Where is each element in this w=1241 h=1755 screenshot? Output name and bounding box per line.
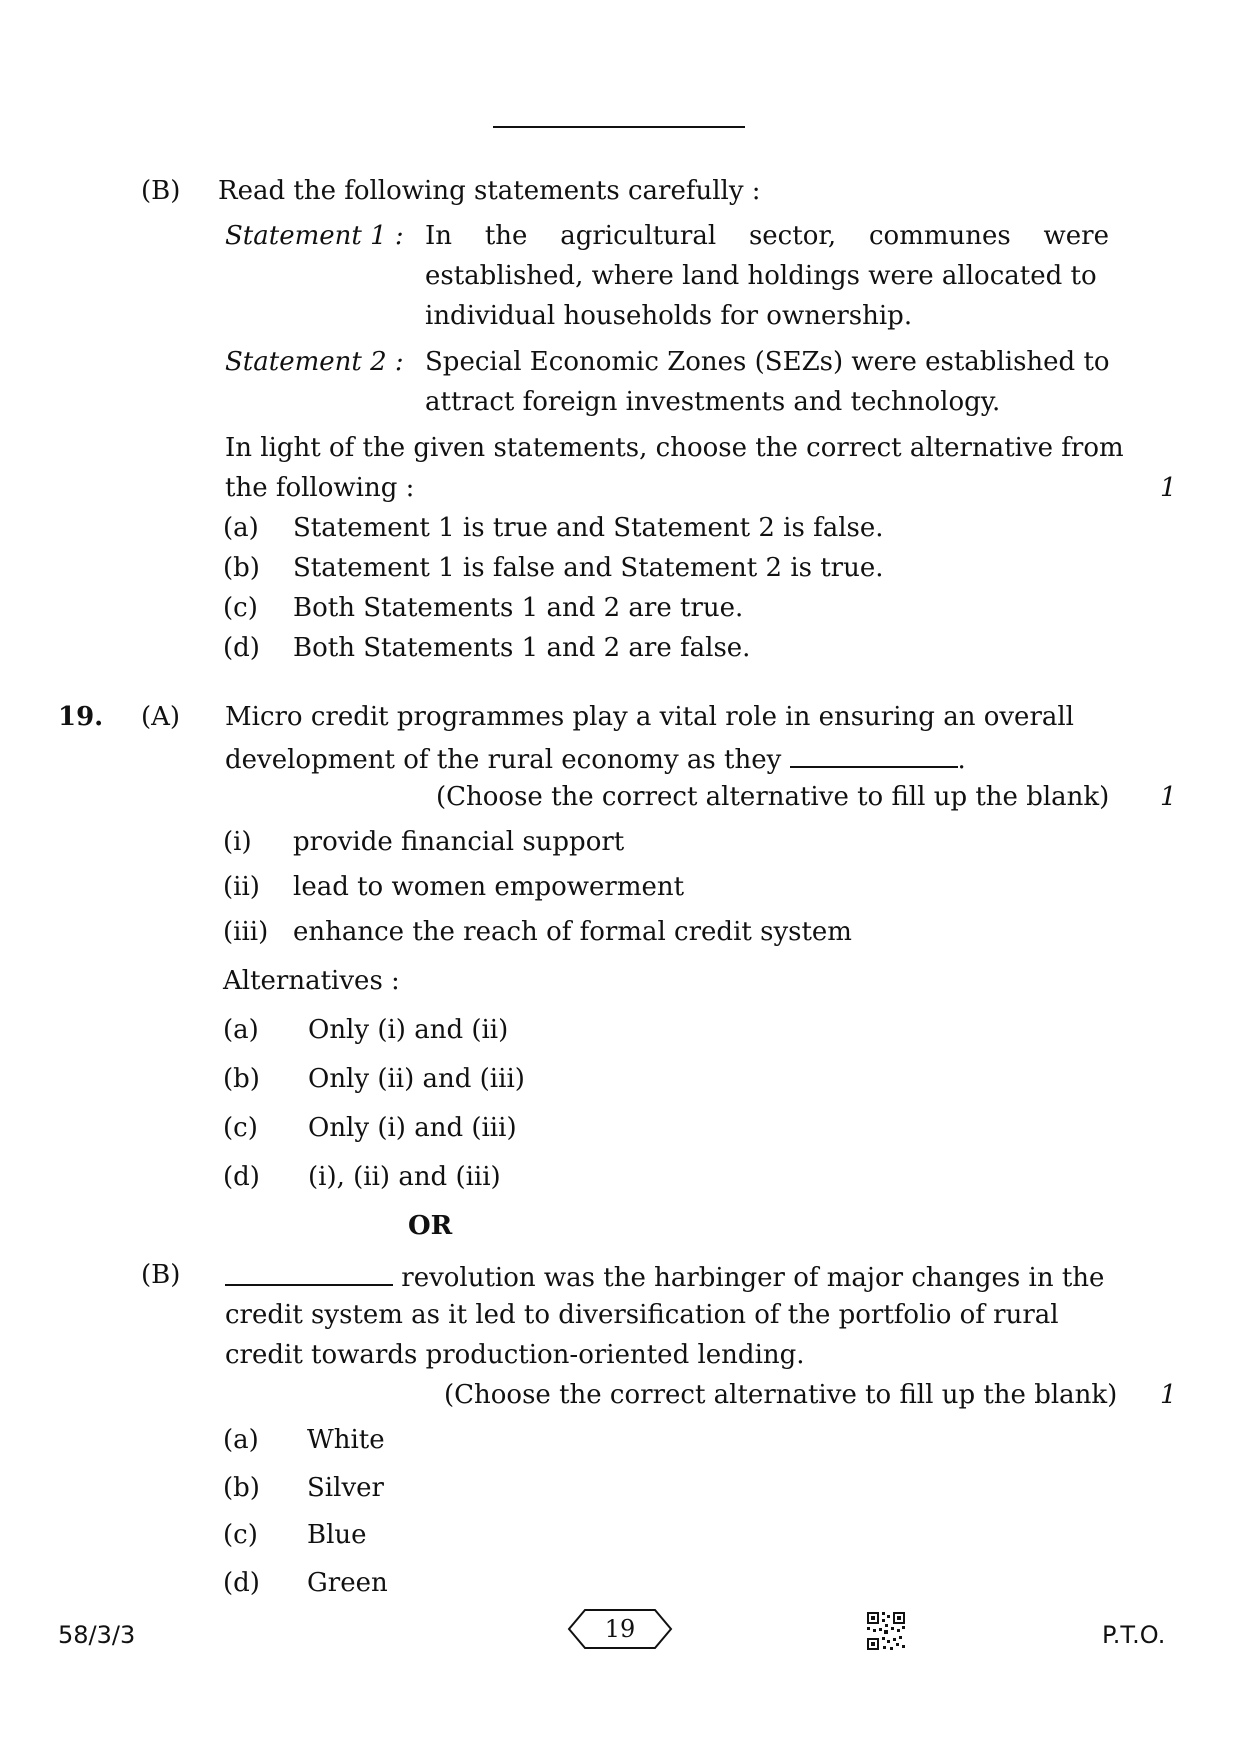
q19b-line1-text: revolution was the harbinger of major changes in the xyxy=(401,1263,1105,1293)
alternative-text: Only (i) and (ii) xyxy=(308,1015,509,1045)
statement2-line2: attract foreign investments and technology. xyxy=(425,387,1001,417)
option-label: (b) xyxy=(223,1473,260,1503)
q19b-line3: credit towards production-oriented lending. xyxy=(225,1340,805,1370)
item-text: lead to women empowerment xyxy=(293,872,685,902)
q18b-label: (B) xyxy=(141,176,181,206)
alternative-label: (b) xyxy=(223,1064,260,1094)
option-label: (a) xyxy=(223,513,259,543)
option-label: (b) xyxy=(223,553,260,583)
option-text: Statement 1 is true and Statement 2 is false. xyxy=(293,513,884,543)
q19a-line2-text: development of the rural economy as they xyxy=(225,745,782,775)
paper-code: 58/3/3 xyxy=(58,1621,136,1649)
statement1-line3: individual households for ownership. xyxy=(425,301,913,331)
alternative-text: (i), (ii) and (iii) xyxy=(308,1162,501,1192)
q18b-intro: Read the following statements carefully : xyxy=(218,176,761,206)
q19b-line2: credit system as it led to diversification of the portfolio of rural xyxy=(225,1300,1059,1330)
word: the xyxy=(484,221,528,251)
q19a-line2 xyxy=(225,744,966,773)
item-text: provide financial support xyxy=(293,827,625,857)
alternatives-heading: Alternatives : xyxy=(223,966,400,996)
q18b-marks: 1 xyxy=(1160,473,1177,503)
q19b-line1 xyxy=(225,1262,1104,1291)
q19-number: 19. xyxy=(58,702,104,732)
option-text: Silver xyxy=(307,1473,384,1503)
option-text: Green xyxy=(307,1568,388,1598)
item-label: (iii) xyxy=(223,917,269,947)
word: In xyxy=(425,221,453,251)
q19b-label: (B) xyxy=(141,1260,181,1290)
option-text: Both Statements 1 and 2 are true. xyxy=(293,593,744,623)
page-number-badge xyxy=(567,1608,673,1650)
alternative-text: Only (ii) and (iii) xyxy=(308,1064,525,1094)
or-separator: OR xyxy=(408,1211,453,1241)
q19a-line2-end: . xyxy=(957,745,966,775)
fill-blank xyxy=(225,1262,393,1286)
item-text: enhance the reach of formal credit system xyxy=(293,917,852,947)
option-label: (d) xyxy=(223,1568,260,1598)
statement1-line1 xyxy=(425,223,1109,249)
pto-label: P.T.O. xyxy=(1102,1621,1166,1649)
option-text: Statement 1 is false and Statement 2 is true. xyxy=(293,553,884,583)
q18b-prompt-line1: In light of the given statements, choose the correct alternative from xyxy=(225,433,1124,463)
word: were xyxy=(1043,221,1109,251)
alternative-label: (d) xyxy=(223,1162,260,1192)
q19b-marks: 1 xyxy=(1160,1380,1177,1410)
item-label: (i) xyxy=(223,827,252,857)
page-number: 19 xyxy=(604,1615,636,1643)
option-label: (d) xyxy=(223,633,260,663)
word: agricultural xyxy=(560,221,717,251)
option-text: Blue xyxy=(307,1520,367,1550)
word: sector, xyxy=(748,221,837,251)
statement2-line1: Special Economic Zones (SEZs) were established to xyxy=(425,347,1110,377)
q18b-prompt-line2: the following : xyxy=(225,473,415,503)
word: communes xyxy=(868,221,1011,251)
q19a-label: (A) xyxy=(141,702,181,732)
alternative-label: (c) xyxy=(223,1113,258,1143)
option-label: (a) xyxy=(223,1425,259,1455)
statement1-label: Statement 1 : xyxy=(225,221,404,251)
fill-blank xyxy=(790,744,958,768)
option-text: Both Statements 1 and 2 are false. xyxy=(293,633,751,663)
statement1-line2: established, where land holdings were allocated to xyxy=(425,261,1097,291)
alternative-label: (a) xyxy=(223,1015,259,1045)
q19a-line1: Micro credit programmes play a vital role in ensuring an overall xyxy=(225,702,1074,732)
q19b-instruction: (Choose the correct alternative to fill up the blank) xyxy=(444,1380,1118,1410)
alternative-text: Only (i) and (iii) xyxy=(308,1113,517,1143)
q19a-instruction: (Choose the correct alternative to fill up the blank) xyxy=(436,782,1110,812)
qr-code-icon xyxy=(867,1612,905,1650)
statement2-label: Statement 2 : xyxy=(225,347,404,377)
option-label: (c) xyxy=(223,593,258,623)
top-rule xyxy=(493,126,745,128)
option-label: (c) xyxy=(223,1520,258,1550)
item-label: (ii) xyxy=(223,872,260,902)
option-text: White xyxy=(307,1425,385,1455)
q19a-marks: 1 xyxy=(1160,782,1177,812)
